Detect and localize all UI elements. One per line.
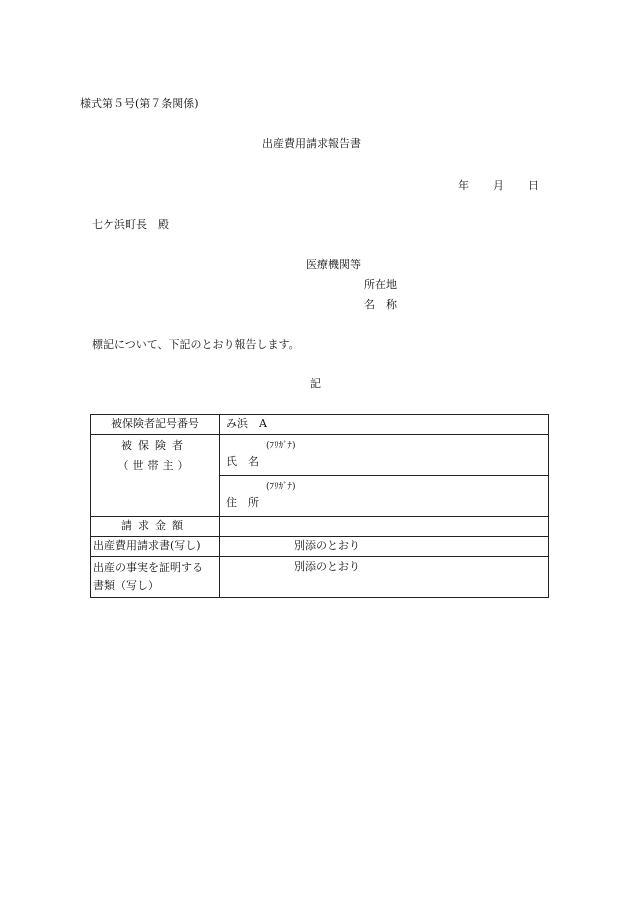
birth-proof-label-line1: 出産の事実を証明する — [93, 561, 203, 575]
ki-heading: 記 — [310, 377, 321, 390]
insurance-number-row — [91, 415, 549, 435]
insured-person-label: 被保険者 — [121, 439, 189, 452]
report-table — [90, 414, 549, 598]
form-number: 様式第５号(第７条関係) — [80, 97, 199, 110]
claim-amount-row — [91, 517, 549, 537]
sender-location-label: 所在地 — [364, 278, 397, 291]
birth-proof-label-cell — [91, 557, 220, 598]
invoice-copy-value: 別添のとおり — [294, 539, 360, 553]
statement: 標記について、下記のとおり報告します。 — [92, 338, 300, 351]
date-day-label: 日 — [528, 179, 539, 192]
birth-proof-label-line2: 書類（写し） — [93, 578, 159, 592]
invoice-copy-label: 出産費用請求書(写し) — [91, 537, 220, 557]
date-year-label: 年 — [458, 179, 469, 192]
householder-label: （世帯主） — [117, 459, 193, 473]
claim-amount-label: 請求金額 — [91, 517, 220, 537]
birth-proof-row — [91, 557, 549, 598]
birth-proof-value: 別添のとおり — [294, 560, 360, 573]
date-month-label: 月 — [493, 179, 504, 192]
insurance-number-value: み浜 A — [220, 415, 549, 435]
addressee: 七ケ浜町長 殿 — [92, 218, 169, 231]
insured-name-row — [91, 435, 549, 476]
insured-name-cell — [220, 435, 549, 476]
sender-name-label: 名 称 — [364, 298, 397, 311]
birth-proof-value-cell — [220, 557, 549, 598]
invoice-copy-row — [91, 537, 549, 557]
document-title: 出産費用請求報告書 — [262, 137, 361, 150]
insured-address-cell — [220, 476, 549, 517]
insurance-number-label: 被保険者記号番号 — [91, 415, 220, 435]
claim-amount-value — [220, 517, 549, 537]
sender-org-label: 医療機関等 — [306, 258, 361, 271]
address-furigana-label: (ﾌﾘｶﾞﾅ) — [266, 481, 296, 492]
name-furigana-label: (ﾌﾘｶﾞﾅ) — [266, 440, 296, 451]
invoice-copy-value-cell — [220, 537, 549, 557]
name-label: 氏 名 — [226, 455, 259, 469]
address-label: 住 所 — [226, 496, 259, 510]
insured-person-label-cell — [91, 435, 220, 517]
